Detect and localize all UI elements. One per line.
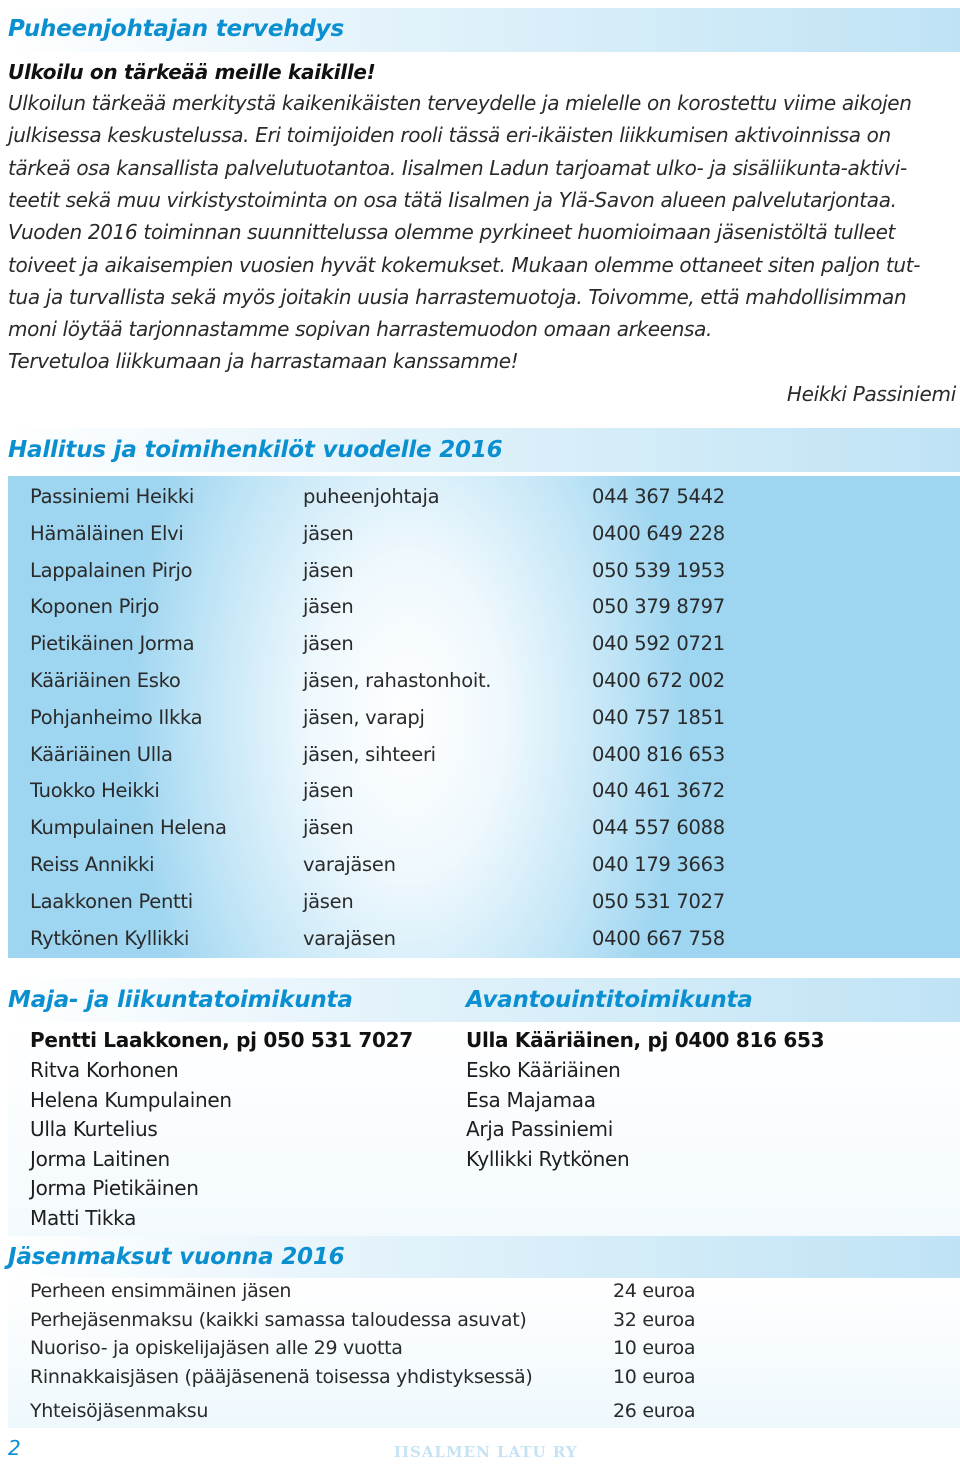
greeting-line: toiveet ja aikaisempien vuosien hyvät kokemukset. Mukaan olemme ottaneet siten paljon tut-: [8, 252, 921, 277]
board-row: [8, 589, 960, 625]
fee-row: [8, 1280, 960, 1310]
member-phone: 040 179 3663: [592, 853, 725, 876]
member-phone: 050 531 7027: [592, 889, 725, 913]
member-name: Reiss Annikki: [30, 853, 155, 876]
board-row: [8, 810, 960, 846]
board-row: [8, 553, 960, 589]
member-name: Kääriäinen Esko: [30, 669, 181, 692]
greeting-line: teetit sekä muu virkistystoiminta on osa tätä Iisalmen ja Ylä-Savon alueen palvelutarjontaa.: [8, 187, 897, 212]
committee-member: Helena Kumpulainen: [30, 1087, 232, 1112]
greeting-line: Tervetuloa liikkumaan ja harrastamaan kanssamme!: [8, 349, 519, 374]
member-name: Pohjanheimo Ilkka: [30, 705, 203, 729]
member-role: jäsen: [303, 595, 354, 619]
fees-table: [8, 1278, 960, 1428]
committee-member: Esko Kääriäinen: [466, 1058, 621, 1082]
member-role: varajäsen: [303, 853, 396, 876]
fee-amount: 24 euroa: [613, 1280, 696, 1302]
member-name: Laakkonen Pentti: [30, 889, 193, 913]
member-phone: 040 592 0721: [592, 632, 725, 656]
fee-label: Rinnakkaisjäsen (pääjäsenenä toisessa yhdistyksessä): [30, 1366, 533, 1388]
member-role: varajäsen: [303, 926, 396, 950]
member-name: Rytkönen Kyllikki: [30, 926, 190, 950]
member-phone: 0400 667 758: [592, 926, 725, 950]
committee-member: Arja Passiniemi: [466, 1117, 613, 1142]
member-phone: 040 461 3672: [592, 779, 725, 803]
fee-label: Yhteisöjäsenmaksu: [30, 1400, 209, 1422]
board-row: [8, 773, 960, 809]
committee-member: Jorma Laitinen: [30, 1146, 170, 1171]
board-row: [8, 516, 960, 552]
member-name: Tuokko Heikki: [30, 779, 160, 803]
committee-member: Esa Majamaa: [466, 1087, 596, 1112]
committee-member: Jorma Pietikäinen: [30, 1176, 199, 1201]
board-row: [8, 626, 960, 662]
member-role: jäsen: [303, 521, 354, 545]
avanto-committee-head: Ulla Kääriäinen, pj 0400 816 653: [466, 1028, 825, 1052]
fee-amount: 26 euroa: [613, 1400, 696, 1422]
member-name: Lappalainen Pirjo: [30, 558, 193, 582]
greeting-subtitle: Ulkoilu on tärkeää meille kaikille!: [8, 60, 376, 84]
committee-member: Kyllikki Rytkönen: [466, 1146, 630, 1171]
committee-member: Ulla Kurtelius: [30, 1117, 158, 1142]
fee-row: [8, 1400, 960, 1430]
maja-committee-head: Pentti Laakkonen, pj 050 531 7027: [30, 1028, 413, 1052]
committees-box: [8, 1022, 960, 1237]
fee-row: [8, 1309, 960, 1339]
greeting-signature: Heikki Passiniemi: [786, 382, 956, 406]
fee-row: [8, 1366, 960, 1396]
member-role: jäsen: [303, 889, 354, 913]
member-name: Koponen Pirjo: [30, 595, 160, 619]
page-number: 2: [8, 1436, 21, 1460]
member-phone: 0400 816 653: [592, 742, 725, 766]
committee-member: Ritva Korhonen: [30, 1058, 179, 1082]
fees-title: Jäsenmaksut vuonna 2016: [8, 1244, 345, 1270]
member-role: jäsen: [303, 779, 354, 803]
board-title: Hallitus ja toimihenkilöt vuodelle 2016: [8, 437, 503, 463]
member-name: Passiniemi Heikki: [30, 485, 194, 508]
member-role: jäsen: [303, 816, 354, 840]
board-row: [8, 884, 960, 920]
board-row: [8, 921, 960, 957]
member-phone: 050 379 8797: [592, 595, 725, 619]
maja-committee-title: Maja- ja liikuntatoimikunta: [8, 987, 353, 1013]
board-table: [8, 476, 960, 958]
board-row: [8, 479, 960, 515]
member-role: jäsen, varapj: [303, 705, 425, 729]
member-role: jäsen, rahastonhoit.: [303, 669, 492, 692]
greeting-line: moni löytää tarjonnastamme sopivan harrastemuodon omaan arkeensa.: [8, 317, 712, 342]
member-name: Kääriäinen Ulla: [30, 742, 173, 766]
greeting-line: Vuoden 2016 toiminnan suunnittelussa olemme pyrkineet huomioimaan jäsenistöltä tulleet: [8, 220, 896, 245]
member-name: Kumpulainen Helena: [30, 816, 227, 840]
greeting-line: tua ja turvallista sekä myös joitakin uusia harrastemuotoja. Toivomme, että mahdollisimman: [8, 284, 907, 309]
fee-label: Nuoriso- ja opiskelijajäsen alle 29 vuotta: [30, 1337, 403, 1359]
greeting-line: Ulkoilun tärkeää merkitystä kaikenikäisten terveydelle ja mielelle on korostettu viime aikojen: [8, 91, 912, 115]
fee-row: [8, 1337, 960, 1367]
fee-amount: 10 euroa: [613, 1366, 696, 1388]
member-role: puheenjohtaja: [303, 485, 440, 508]
member-name: Hämäläinen Elvi: [30, 521, 184, 545]
publisher-footer: IISALMEN LATU RY: [394, 1443, 578, 1461]
member-phone: 050 539 1953: [592, 558, 725, 582]
member-role: jäsen: [303, 632, 354, 656]
fee-amount: 10 euroa: [613, 1337, 696, 1359]
avanto-committee-title: Avantouintitoimikunta: [466, 987, 753, 1013]
member-phone: 044 557 6088: [592, 816, 725, 840]
board-row: [8, 737, 960, 773]
committee-member: Matti Tikka: [30, 1206, 137, 1230]
fee-label: Perheen ensimmäinen jäsen: [30, 1280, 292, 1302]
member-phone: 044 367 5442: [592, 485, 725, 508]
fee-amount: 32 euroa: [613, 1309, 696, 1331]
board-row: [8, 700, 960, 736]
greeting-line: julkisessa keskustelussa. Eri toimijoiden rooli tässä eri-ikäisten liikkumisen aktivoinnissa on: [8, 123, 891, 148]
fee-label: Perhejäsenmaksu (kaikki samassa taloudessa asuvat): [30, 1309, 527, 1331]
member-phone: 040 757 1851: [592, 705, 725, 729]
member-name: Pietikäinen Jorma: [30, 632, 195, 656]
member-role: jäsen, sihteeri: [303, 742, 436, 766]
member-phone: 0400 672 002: [592, 669, 725, 692]
board-row: [8, 847, 960, 883]
board-row: [8, 663, 960, 699]
greeting-title: Puheenjohtajan tervehdys: [8, 16, 344, 42]
greeting-line: tärkeä osa kansallista palvelutuotantoa. Iisalmen Ladun tarjoamat ulko- ja sisäliikunta-aktivi-: [8, 155, 907, 180]
member-role: jäsen: [303, 558, 354, 582]
member-phone: 0400 649 228: [592, 521, 725, 545]
